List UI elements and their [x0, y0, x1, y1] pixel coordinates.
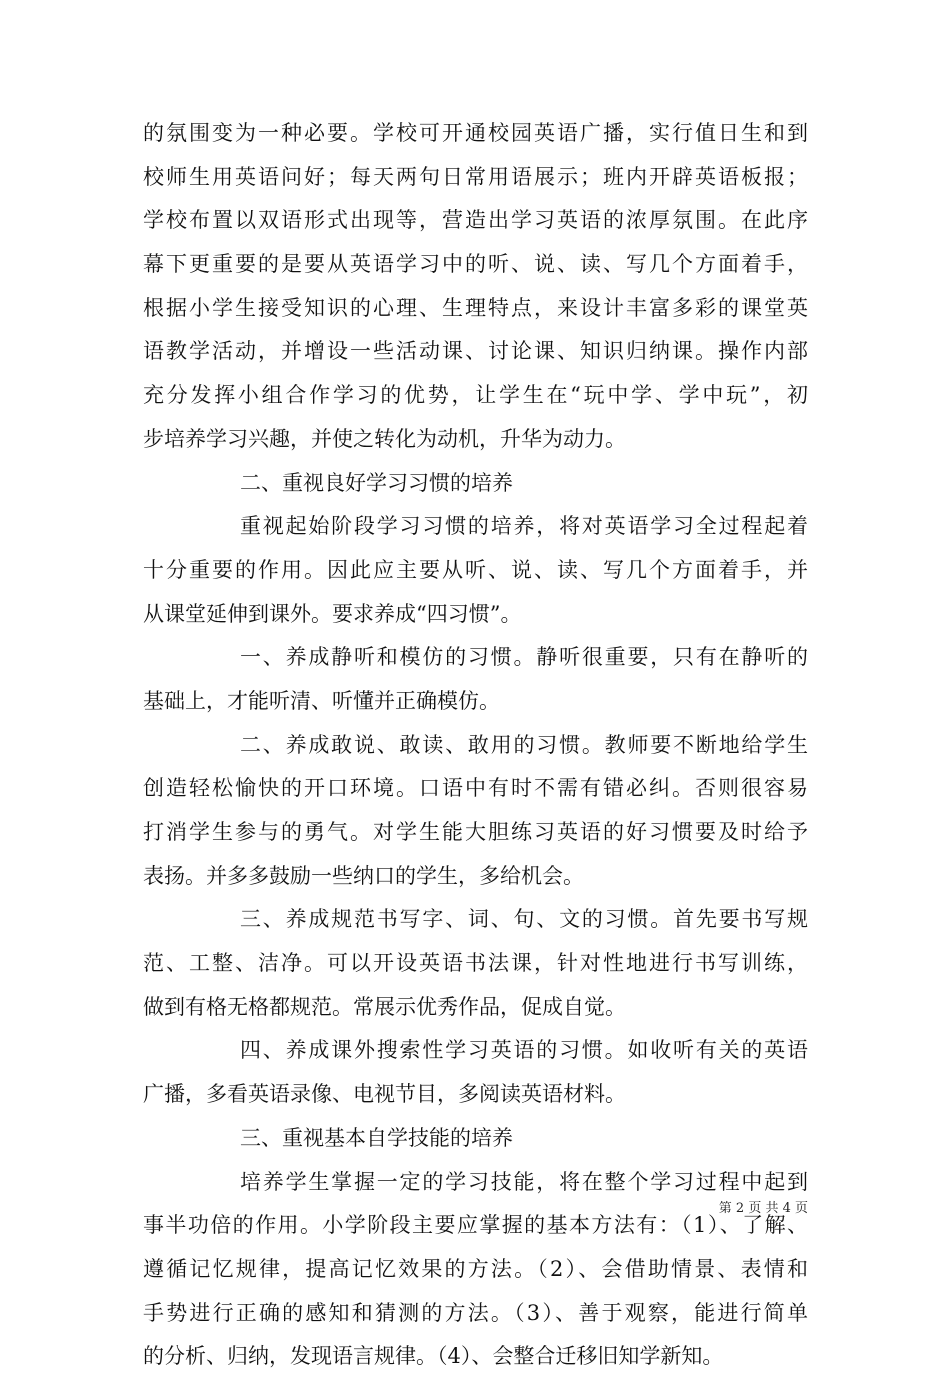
text-line: 语教学活动，并增设一些活动课、讨论课、知识归纳课。操作内部 — [143, 339, 808, 364]
section-heading: 三、重视基本自学技能的培养 — [240, 1125, 513, 1150]
text-line: 创造轻松愉快的开口环境。口语中有时不需有错必纠。否则很容易 — [143, 776, 808, 801]
text-line: 充分发挥小组合作学习的优势，让学生在“玩中学、学中玩”，初 — [143, 383, 808, 408]
text-line: 打消学生参与的勇气。对学生能大胆练习英语的好习惯要及时给予 — [143, 820, 808, 844]
text-line: 一、养成静听和模仿的习惯。静听很重要，只有在静听的 — [240, 645, 808, 670]
text-line: 的氛围变为一种必要。学校可开通校园英语广播，实行值日生和到 — [143, 121, 808, 145]
text-line: 二、养成敢说、敢读、敢用的习惯。教师要不断地给学生 — [240, 732, 808, 757]
text-line: 事半功倍的作用。小学阶段主要应掌握的基本方法有：（1）、了解、 — [143, 1213, 808, 1238]
text-line: 表扬。并多多鼓励一些纳口的学生，多给机会。 — [143, 863, 584, 888]
text-line: 基础上，才能听清、听懂并正确模仿。 — [143, 688, 500, 713]
text-line: 做到有格无格都规范。常展示优秀作品，促成自觉。 — [143, 994, 626, 1019]
text-line: 广播，多看英语录像、电视节目，多阅读英语材料。 — [143, 1082, 626, 1107]
text-line: 步培养学习兴趣，并使之转化为动机，升华为动力。 — [143, 426, 626, 451]
text-line: 遵循记忆规律，提高记忆效果的方法。（2）、会借助情景、表情和 — [143, 1256, 808, 1281]
text-line: 十分重要的作用。因此应主要从听、说、读、写几个方面着手，并 — [143, 557, 808, 582]
text-line: 幕下更重要的是要从英语学习中的听、说、读、写几个方面着手， — [143, 252, 808, 277]
text-line: 三、养成规范书写字、词、句、文的习惯。首先要书写规 — [240, 907, 808, 932]
page-number-footer: 第 2 页 共 4 页 — [718, 1201, 808, 1216]
document-body — [143, 112, 808, 1379]
text-line: 从课堂延伸到课外。要求养成“四习惯”。 — [143, 601, 522, 626]
text-line: 手势进行正确的感知和猜测的方法。（3）、善于观察，能进行简单 — [143, 1300, 808, 1325]
text-line: 范、工整、洁净。可以开设英语书法课，针对性地进行书写训练， — [143, 951, 808, 976]
text-line: 校师生用英语问好；每天两句日常用语展示；班内开辟英语板报； — [143, 164, 808, 189]
text-line: 的分析、归纳，发现语言规律。（4）、会整合迁移旧知学新知。 — [143, 1344, 724, 1369]
text-line: 四、养成课外搜索性学习英语的习惯。如收听有关的英语 — [240, 1038, 808, 1063]
section-heading: 二、重视良好学习习惯的培养 — [240, 470, 513, 495]
text-line: 重视起始阶段学习习惯的培养，将对英语学习全过程起着 — [240, 514, 808, 539]
text-line: 培养学生掌握一定的学习技能，将在整个学习过程中起到 — [240, 1169, 808, 1194]
text-line: 学校布置以双语形式出现等，营造出学习英语的浓厚氛围。在此序 — [143, 208, 808, 233]
text-line: 根据小学生接受知识的心理、生理特点，来设计丰富多彩的课堂英 — [143, 295, 808, 320]
